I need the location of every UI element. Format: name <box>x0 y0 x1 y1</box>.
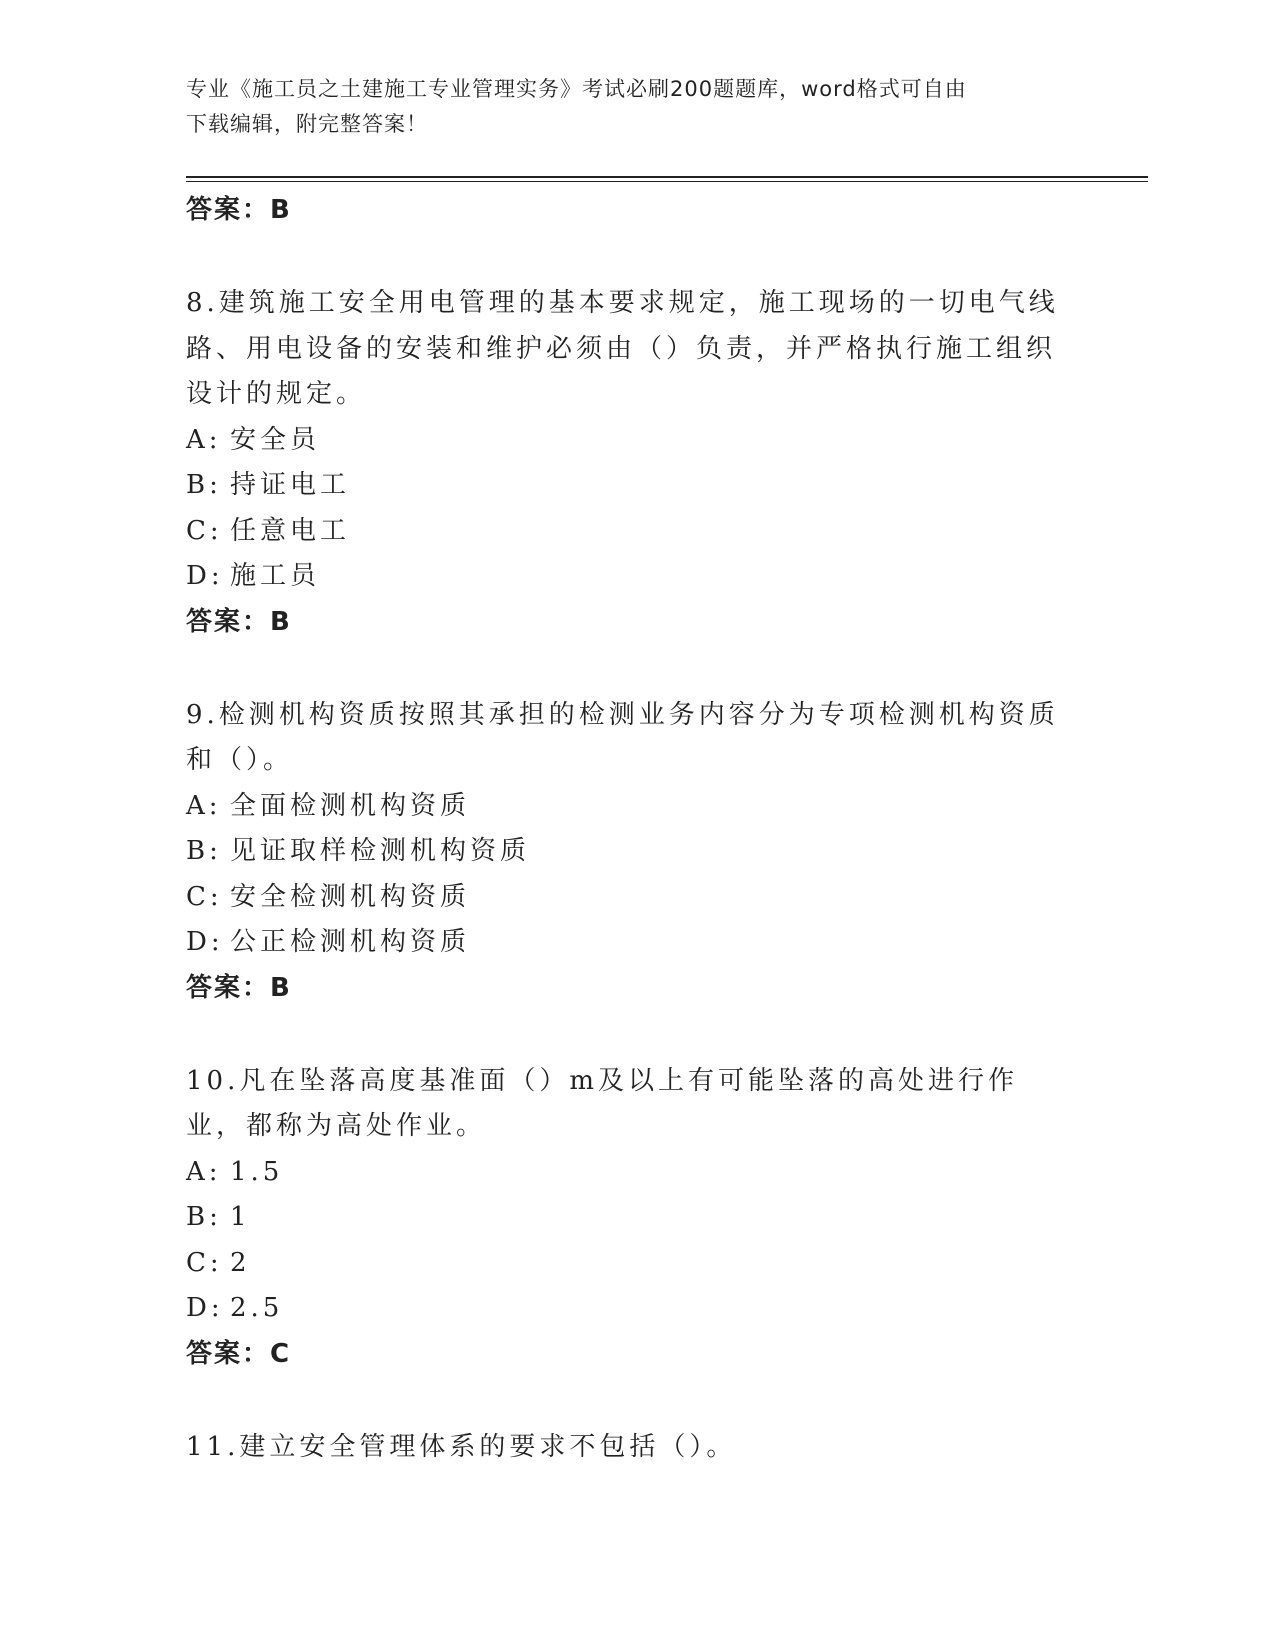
option-b <box>186 463 1066 509</box>
option-key: A: <box>186 790 222 821</box>
answer-line: 答案：C <box>186 1338 292 1369</box>
question-stem: 10.凡在坠落高度基准面（）m及以上有可能坠落的高处进行作业，都称为高处作业。 <box>186 1065 1019 1141</box>
header-divider-thin <box>186 181 1148 182</box>
spacer <box>186 1011 1066 1059</box>
question-9 <box>186 693 1066 1011</box>
option-text: 1 <box>230 1202 251 1232</box>
option-b <box>186 1195 1066 1241</box>
spacer <box>186 1377 1066 1425</box>
spacer <box>186 645 1066 693</box>
option-key: A: <box>186 1156 222 1187</box>
option-a <box>186 784 1066 830</box>
option-key: C: <box>186 1247 223 1278</box>
option-text: 1.5 <box>230 1156 284 1187</box>
option-key: D: <box>186 561 224 591</box>
option-d <box>186 554 1066 600</box>
option-text: 全面检测机构资质 <box>230 790 471 821</box>
answer-line: 答案：B <box>186 195 292 225</box>
option-a <box>186 1150 1066 1196</box>
question-stem: 9.检测机构资质按照其承担的检测业务内容分为专项检测机构资质和（）。 <box>186 699 1059 775</box>
option-key: B: <box>186 1202 222 1232</box>
option-text: 安全检测机构资质 <box>230 881 471 912</box>
answer-line: 答案：B <box>186 606 292 637</box>
option-text: 任意电工 <box>230 515 351 546</box>
option-text: 持证电工 <box>230 470 351 500</box>
option-key: C: <box>186 881 223 912</box>
option-a <box>186 418 1066 464</box>
option-text: 施工员 <box>230 561 321 591</box>
question-10 <box>186 1059 1066 1377</box>
option-key: C: <box>186 515 223 546</box>
option-text: 公正检测机构资质 <box>230 927 471 957</box>
option-key: D: <box>186 1293 224 1323</box>
option-d <box>186 920 1066 966</box>
option-text: 见证取样检测机构资质 <box>230 836 531 866</box>
header-divider-thick <box>186 176 1148 178</box>
question-stem: 8.建筑施工安全用电管理的基本要求规定，施工现场的一切电气线路、用电设备的安装和维护必须由（）负责，并严格执行施工组织设计的规定。 <box>186 288 1059 409</box>
option-b <box>186 829 1066 875</box>
option-key: A: <box>186 424 222 455</box>
question-list <box>186 188 1066 1470</box>
answer-line: 答案：B <box>186 972 292 1003</box>
option-c <box>186 1241 1066 1287</box>
option-key: B: <box>186 836 222 866</box>
document-header <box>186 72 1066 142</box>
question-11 <box>186 1425 1066 1471</box>
option-text: 2.5 <box>230 1293 284 1323</box>
option-text: 安全员 <box>230 424 321 455</box>
question-stem: 11.建立安全管理体系的要求不包括（）。 <box>186 1431 737 1462</box>
option-key: D: <box>186 927 224 957</box>
option-d <box>186 1286 1066 1332</box>
option-key: B: <box>186 470 222 500</box>
spacer <box>186 233 1066 281</box>
option-c <box>186 509 1066 555</box>
question-8 <box>186 281 1066 645</box>
option-text: 2 <box>230 1247 251 1278</box>
header-line-1: 专业《施工员之土建施工专业管理实务》考试必刷200题题库，word格式可自由 <box>186 77 967 101</box>
option-c <box>186 875 1066 921</box>
header-line-2: 下载编辑，附完整答案！ <box>186 112 428 136</box>
